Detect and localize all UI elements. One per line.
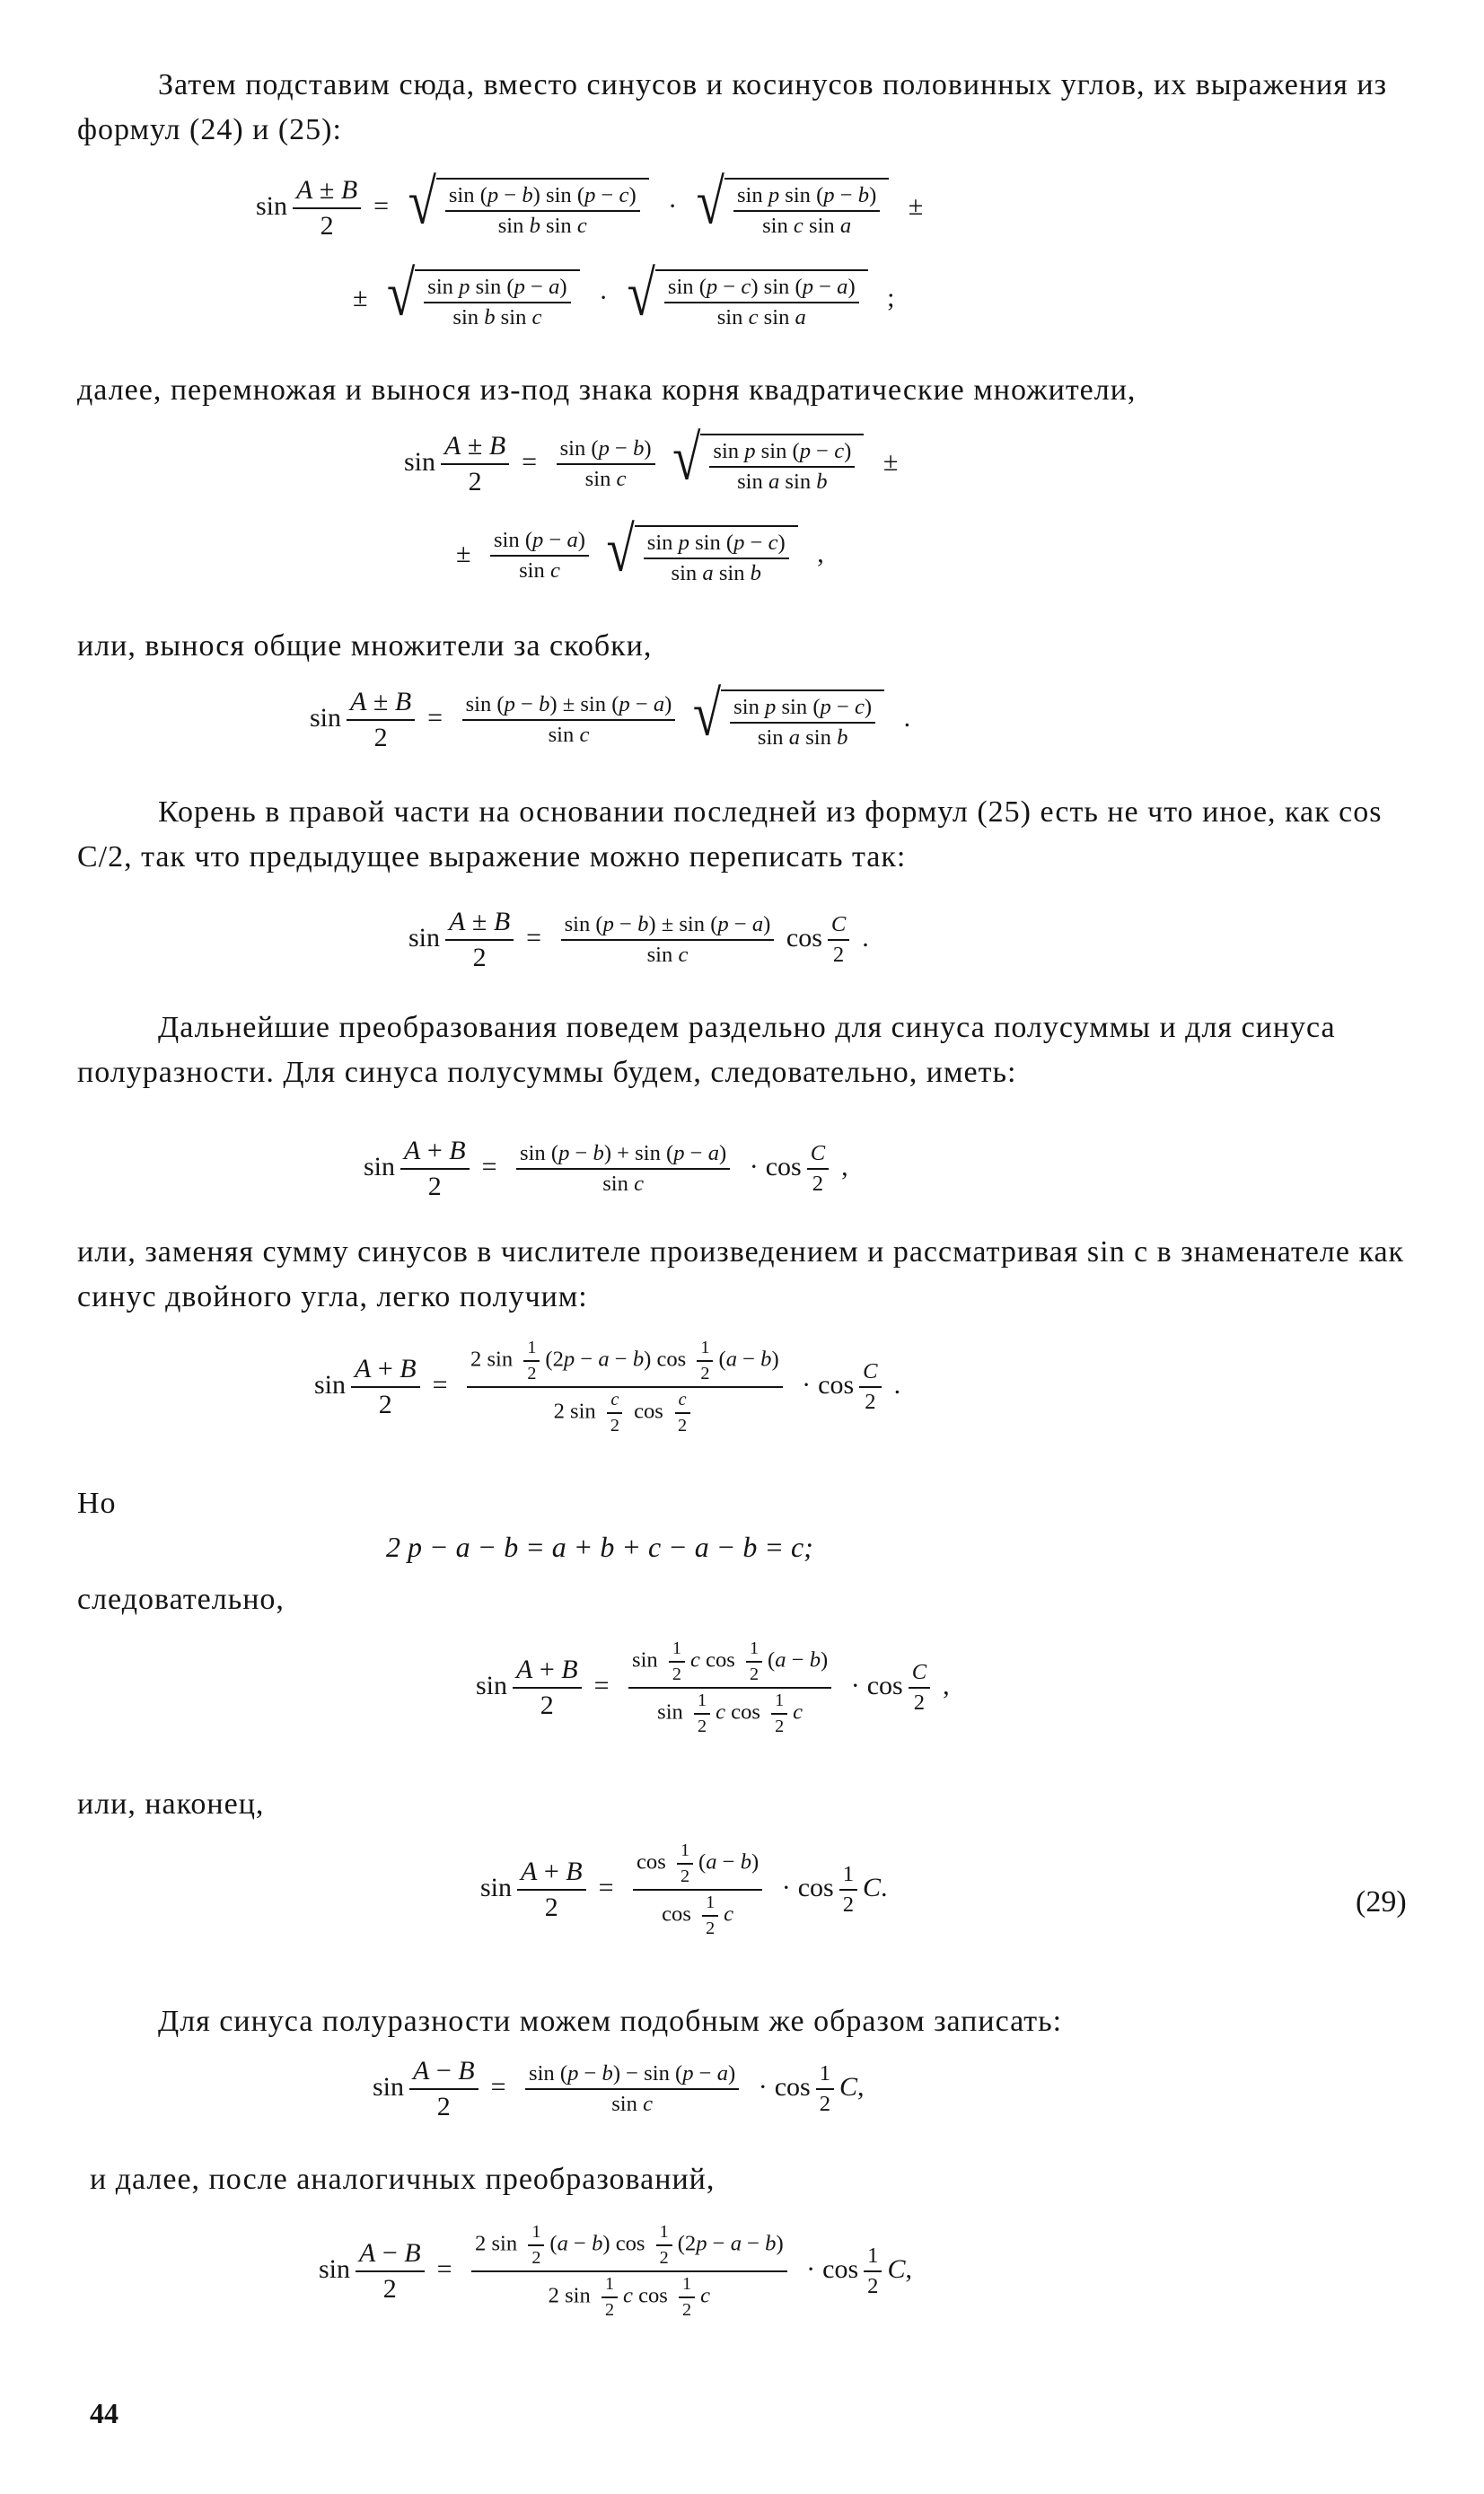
equation-5: sin $\frac{A + B}{2}$ = $\frac{\sin (p - b) + \sin (p - a)}{\text{sin c}}$ · cos $\frac{C}{2}$ , — [364, 1136, 848, 1201]
paragraph-4 — [77, 790, 1406, 880]
paragraph-3-text: или, вынося общие множители за скобки, — [77, 629, 653, 663]
paragraph-5 — [77, 1006, 1406, 1095]
paragraph-11 — [90, 2162, 1401, 2198]
paragraph-8-text: следовательно, — [77, 1583, 285, 1616]
paragraph-7 — [77, 1486, 117, 1522]
equation-number — [1356, 1885, 1407, 1919]
equation-2a: sin $\frac{A \pm B}{2}$ = $\frac{\sin (p - b)}{\text{sin c}}$ √ $\frac{\text{sin p sin (p − c)}}{\text{sin a sin b}}$ ± — [404, 422, 899, 496]
equation-1b: ± √ $\frac{\text{sin p sin (p − a)}}{\text{sin b sin c}}$ · √ $\frac{\sin (p - c) \sin (p - a)}{\text{sin c sin a}}$ ; — [353, 258, 895, 329]
paragraph-10-text: Для синуса полуразности можем подобным же образом записать: — [158, 2005, 1063, 2038]
equation-number-text: (29) — [1356, 1885, 1407, 1919]
paragraph-3 — [77, 628, 1406, 664]
paragraph-6-text: или, заменяя сумму синусов в числителе произведением и рассматривая sin c в знаменателе как синус двойного угла, легко получим: — [77, 1235, 1405, 1313]
paragraph-5-text: Дальнейшие преобразования поведем раздельно для синуса полусуммы и для синуса полуразности. Для синуса полусуммы будем, следовательно, иметь: — [77, 1011, 1336, 1089]
paragraph-9-text: или, наконец, — [77, 1787, 265, 1821]
equation-3: sin $\frac{A \pm B}{2}$ = $\frac{\sin (p - b) \pm \sin (p - a)}{\text{sin c}}$ √ $\frac{\text{sin p sin (p − c)}}{\text{sin a sin b}}$ . — [310, 678, 911, 752]
paragraph-10 — [77, 2004, 1406, 2040]
paragraph-6 — [77, 1230, 1406, 1320]
paragraph-1-text: Затем подставим сюда, вместо синусов и косинусов половинных углов, их выражения из формул (24) и (25): — [77, 68, 1388, 146]
page-number-text: 44 — [90, 2397, 119, 2429]
equation-10: sin $\frac{A - B}{2}$ = $\frac{\sin (p - b) - \sin (p - a)}{\text{sin c}}$ · cos $\frac{1}{2}$ C, — [373, 2056, 865, 2121]
page-number — [90, 2397, 119, 2430]
paragraph-2 — [77, 373, 1406, 408]
equation-2b: ± $\frac{\sin (p - a)}{\text{sin c}}$ √ $\frac{\text{sin p sin (p − c)}}{\text{sin a sin b}}$ , — [456, 514, 824, 585]
equation-1a: sin $\frac{A \pm B}{2}$ = √ $\frac{\sin (p - b) \sin (p - c)}{\text{sin b sin c}}$ · √ $\frac{\text{sin p sin (p − b)}}{\text{sin c sin a}}$ ± — [256, 166, 924, 241]
paragraph-11-text: и далее, после аналогичных преобразований, — [90, 2163, 716, 2196]
paragraph-1 — [77, 63, 1406, 153]
equation-8: sin $\frac{A + B}{2}$ = sin $\frac{1}{2}$ c cos $\frac{1}{2}$ (a − b) sin $\frac{1}{2}$ c cos $\frac{1}{2}$ c · cos $\frac{C}{2}$ , — [476, 1638, 950, 1736]
paragraph-9 — [77, 1787, 264, 1822]
paragraph-7-text: Но — [77, 1487, 117, 1520]
paragraph-2-text: далее, перемножая и вынося из-под знака корня квадратические множители, — [77, 373, 1137, 407]
equation-6: sin $\frac{A + B}{2}$ = 2 sin $\frac{1}{2}$ (2p − a − b) cos $\frac{1}{2}$ (a − b) 2 sin $\frac{c}{2}$ cos $\frac{c}{2}$ · cos $\frac{C}{2}$ . — [314, 1338, 901, 1436]
equation-9: sin $\frac{A + B}{2}$ = cos $\frac{1}{2}$ (a − b) cos $\frac{1}{2}$ c · cos $\frac{1}{2}$ C. — [480, 1840, 888, 1938]
paragraph-4-text: Корень в правой части на основании последней из формул (25) есть не что иное, как cos C/2, так что предыдущее выражение можно переписать так: — [77, 795, 1383, 874]
equation-11: sin $\frac{A - B}{2}$ = 2 sin $\frac{1}{2}$ (a − b) cos $\frac{1}{2}$ (2p − a − b) 2 sin $\frac{1}{2}$ c cos $\frac{1}{2}$ c · cos $\frac{1}{2}$ C, — [319, 2222, 912, 2320]
equation-7 — [386, 1531, 813, 1564]
equation-7-text: 2 p − a − b = a + b + c − a − b = c; — [386, 1531, 813, 1563]
paragraph-8 — [77, 1582, 285, 1618]
equation-4: sin $\frac{A \pm B}{2}$ = $\frac{\sin (p - b) \pm \sin (p - a)}{\text{sin c}}$ cos $\frac{C}{2}$ . — [408, 907, 869, 972]
